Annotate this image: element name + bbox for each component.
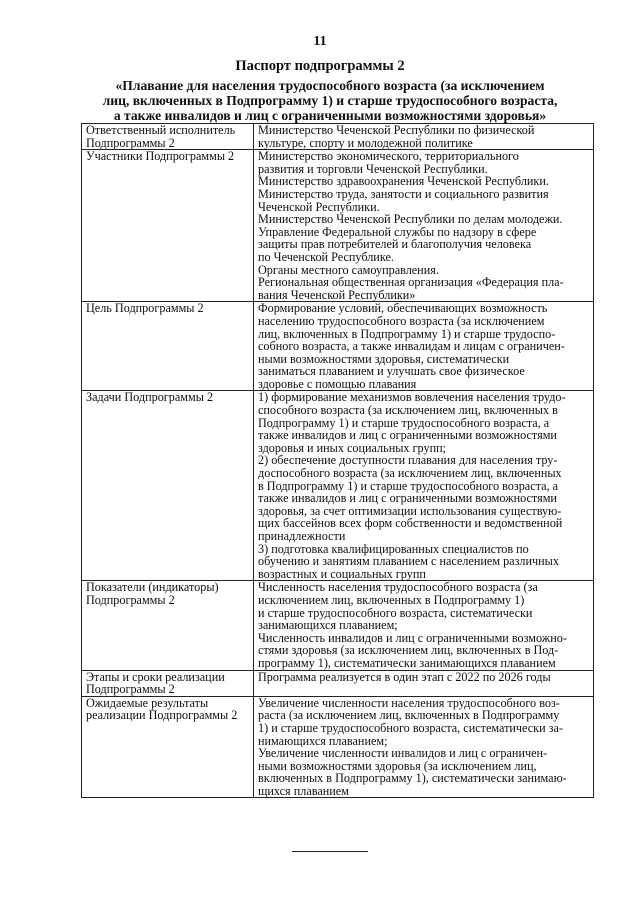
table-row xyxy=(82,581,594,670)
row-value-line: 2) обеспечение доступности плавания для населения тру- xyxy=(258,453,558,468)
row-value-line: Программа реализуется в один этап с 2022 по 2026 годы xyxy=(258,670,551,684)
row-label-line: Показатели (индикаторы) xyxy=(86,580,219,595)
row-value-line: защиты прав потребителей и благополучия человека xyxy=(258,237,532,252)
row-value-line: Увеличение численности инвалидов и лиц с ограничен- xyxy=(258,746,548,761)
row-value-line: в Подпрограмму 1) и старше трудоспособного возраста, а xyxy=(258,478,559,493)
row-value-line: заниматься плаванием и улучшать свое физическое xyxy=(258,364,525,379)
row-label-line: Задачи Подпрограммы 2 xyxy=(86,390,214,405)
row-label-cell xyxy=(82,302,254,391)
row-value-line: и старше трудоспособного возраста, систематически xyxy=(258,605,533,620)
row-value-line: 3) подготовка квалифицированных специалистов по xyxy=(258,541,529,556)
row-value-line: занимающихся плаванием; xyxy=(258,618,398,633)
row-value-line: исключением лиц, включенных в Подпрограмму 1) xyxy=(258,592,525,607)
table-row xyxy=(82,302,594,391)
row-label-line: реализации Подпрограммы 2 xyxy=(86,708,238,723)
table-row xyxy=(82,696,594,798)
row-value-line: здоровье с помощью плавания xyxy=(258,376,417,391)
row-value-cell xyxy=(254,302,594,391)
row-value-line: вания Чеченской Республики» xyxy=(258,287,416,302)
row-value-line: населению трудоспособного возраста (за исключением xyxy=(258,313,545,328)
row-value-line: Формирование условий, обеспечивающих возможность xyxy=(258,301,548,316)
row-value-line: Управление Федеральной службы по надзору в сфере xyxy=(258,224,537,239)
row-value-line: принадлежности xyxy=(258,529,346,543)
row-label-line: Участники Подпрограммы 2 xyxy=(86,149,235,164)
row-value-line: развития и торговли Чеченской Республики. xyxy=(258,161,488,176)
row-value-line: щих бассейнов всех форм собственности и ведомственной xyxy=(258,516,563,531)
row-value-line: Региональная общественная организация «Федерация пла- xyxy=(258,275,564,290)
row-value-line: стями здоровья (за исключением лиц, включенных в Под- xyxy=(258,643,559,658)
row-value-line: собного возраста, а также инвалидам и лицам с ограничен- xyxy=(258,339,565,354)
row-value-cell xyxy=(254,696,594,798)
row-label-cell xyxy=(82,670,254,696)
row-value-cell xyxy=(254,391,594,581)
row-value-line: способного возраста (за исключением лиц, включенных в xyxy=(258,403,558,418)
row-value-line: культуре, спорту и молодежной политике xyxy=(258,135,473,150)
row-label-line: Этапы и сроки реализации xyxy=(86,670,225,684)
row-label-line: Подпрограммы 2 xyxy=(86,682,175,697)
row-value-line: ными возможностями здоровья (за исключением лиц, xyxy=(258,758,537,773)
table-row xyxy=(82,670,594,696)
row-value-line: лиц, включенных в Подпрограмму 1) и старше трудоспо- xyxy=(258,326,556,341)
row-label-cell xyxy=(82,150,254,302)
table-row xyxy=(82,150,594,302)
row-value-line: Численность населения трудоспособного возраста (за xyxy=(258,580,538,595)
page-number: 11 xyxy=(313,34,327,49)
row-value-line: программу 1), систематически занимающихся плаванием xyxy=(258,655,556,670)
row-value-cell xyxy=(254,124,594,150)
row-value-line: также инвалидов и лиц с ограниченными возможностями xyxy=(258,491,557,506)
row-value-line: возрастных и социальных групп xyxy=(258,566,426,581)
row-label-line: Подпрограммы 2 xyxy=(86,135,175,150)
table-row xyxy=(82,124,594,150)
row-value-line: Органы местного самоуправления. xyxy=(258,262,439,277)
row-value-line: Подпрограмму 1) и старше трудоспособного возраста, а xyxy=(258,415,550,430)
table-body xyxy=(82,124,594,798)
row-label-cell xyxy=(82,124,254,150)
row-value-line: 1) формирование механизмов вовлечения населения трудо- xyxy=(258,390,566,405)
row-value-line: Чеченской Республики. xyxy=(258,199,380,214)
row-value-line: Министерство здравоохранения Чеченской Республики. xyxy=(258,174,549,189)
bottom-divider xyxy=(292,851,368,852)
row-value-line: Министерство труда, занятости и социального развития xyxy=(258,186,549,201)
row-label-line: Ожидаемые результаты xyxy=(86,696,209,710)
row-value-cell xyxy=(254,150,594,302)
row-value-line: также инвалидов и лиц с ограниченными возможностями xyxy=(258,428,557,443)
row-value-line: Министерство Чеченской Республики по делам молодежи. xyxy=(258,212,563,227)
row-label-line: Ответственный исполнитель xyxy=(86,123,236,137)
row-value-cell xyxy=(254,581,594,670)
row-label-cell xyxy=(82,581,254,670)
row-value-line: обучению и занятиям плаванием с населением различных xyxy=(258,554,559,569)
subtitle-line: лиц, включенных в Подпрограмму 1) и старше трудоспособного возраста, xyxy=(102,92,558,108)
row-value-line: по Чеченской Республике. xyxy=(258,249,394,264)
row-value-line: здоровья, за счет оптимизации использования существую- xyxy=(258,503,562,518)
row-value-line: доспособного возраста (за исключением лиц, включенных xyxy=(258,466,562,481)
row-value-line: ными возможностями здоровья, систематически xyxy=(258,351,510,366)
row-value-line: включенных в Подпрограмму 1), систематически занимаю- xyxy=(258,771,567,786)
row-label-cell xyxy=(82,696,254,798)
subtitle-line: а также инвалидов и лиц с ограниченными возможностями здоровья» xyxy=(113,107,547,123)
row-value-line: 1) и старше трудоспособного возраста, систематически за- xyxy=(258,720,563,735)
table-row xyxy=(82,391,594,581)
page-title: Паспорт подпрограммы 2 xyxy=(235,58,405,74)
row-value-line: щихся плаванием xyxy=(258,783,349,798)
row-value-line: Численность инвалидов и лиц с ограниченными возможно- xyxy=(258,630,567,645)
subtitle xyxy=(60,79,600,123)
subtitle-line: «Плавание для населения трудоспособного возраста (за исключением xyxy=(115,78,545,93)
row-value-line: Увеличение численности населения трудоспособного воз- xyxy=(258,696,560,710)
row-value-cell xyxy=(254,670,594,696)
row-value-line: Министерство Чеченской Республики по физической xyxy=(258,123,535,137)
row-value-line: раста (за исключением лиц, включенных в Подпрограмму xyxy=(258,708,560,723)
row-value-line: здоровья и иных социальных групп; xyxy=(258,440,446,455)
row-label-line: Подпрограммы 2 xyxy=(86,592,175,607)
row-value-line: нимающихся плаванием; xyxy=(258,733,388,748)
row-label-cell xyxy=(82,391,254,581)
row-label-line: Цель Подпрограммы 2 xyxy=(86,301,204,316)
row-value-line: Министерство экономического, территориального xyxy=(258,149,519,164)
passport-table xyxy=(81,123,594,798)
